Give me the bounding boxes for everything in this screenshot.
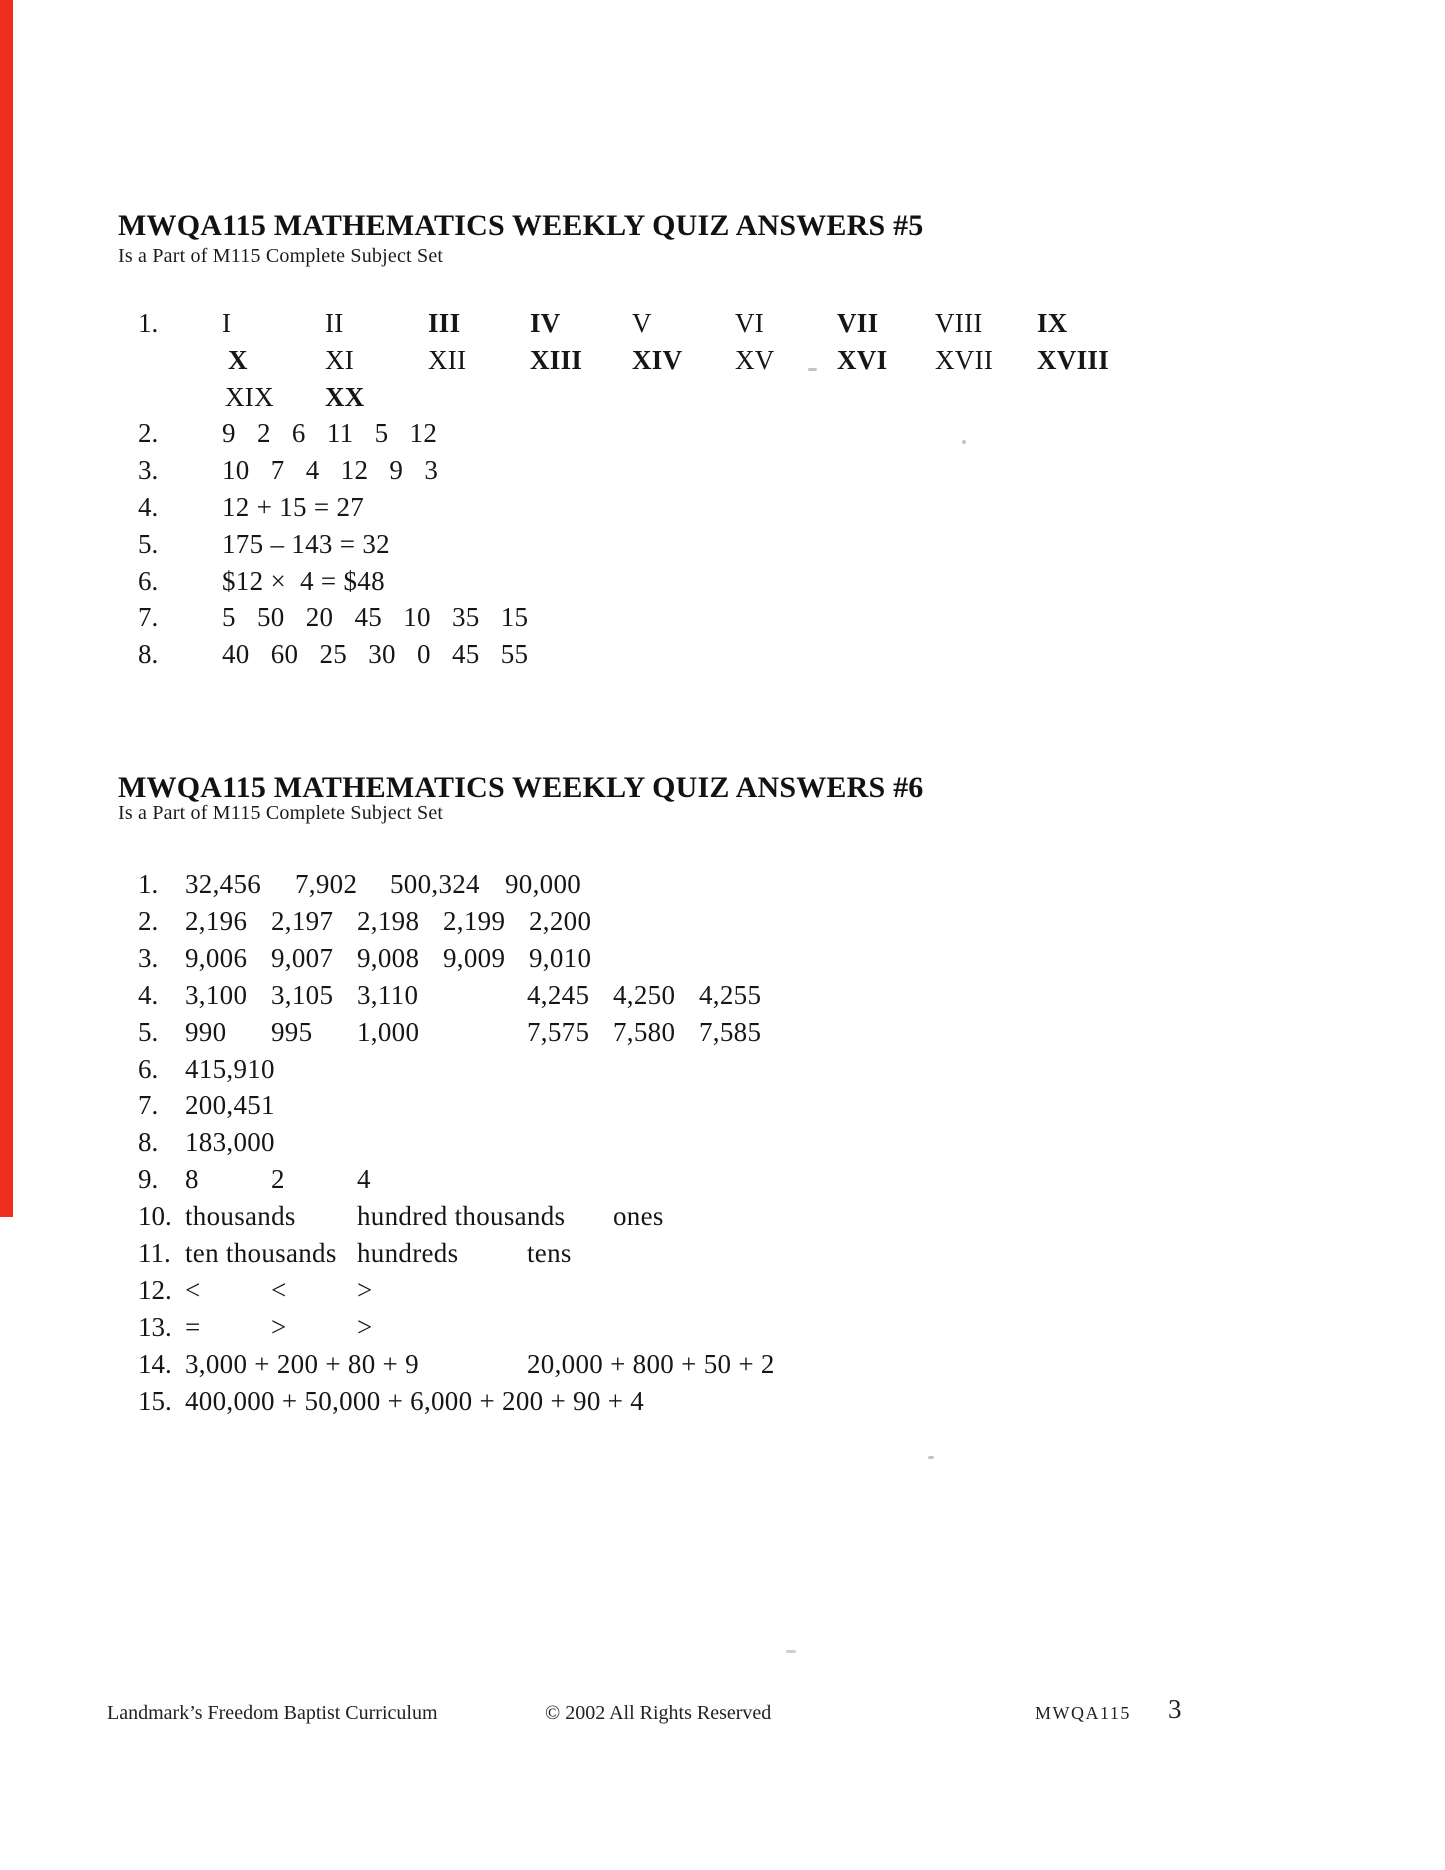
answer-cell: XVI bbox=[837, 345, 888, 375]
answer-cell: $12 × 4 = $48 bbox=[222, 566, 385, 596]
answer-row bbox=[138, 1309, 1445, 1346]
answer-cell: < bbox=[271, 1275, 287, 1305]
item-number: 2. bbox=[138, 906, 159, 936]
section5-subtitle: Is a Part of M115 Complete Subject Set bbox=[118, 245, 444, 267]
answer-cell: XIX bbox=[225, 382, 274, 412]
answer-cell: I bbox=[222, 308, 232, 338]
section5-title: MWQA115 MATHEMATICS WEEKLY QUIZ ANSWERS #5 bbox=[118, 209, 924, 242]
answer-row bbox=[138, 1124, 1445, 1161]
scan-speck bbox=[962, 440, 966, 444]
footer-publisher: Landmark’s Freedom Baptist Curriculum bbox=[107, 1702, 438, 1724]
answer-cell: 3,105 bbox=[271, 980, 334, 1010]
answer-cell: III bbox=[428, 308, 461, 338]
answer-cell: XVII bbox=[935, 345, 994, 375]
answer-row bbox=[138, 1051, 1445, 1088]
answer-cell: 9 2 6 11 5 12 bbox=[222, 418, 438, 448]
answer-row bbox=[138, 1272, 1445, 1309]
answer-cell: 9,008 bbox=[357, 943, 420, 973]
answer-row bbox=[138, 866, 1445, 903]
answer-cell: 3,100 bbox=[185, 980, 248, 1010]
answer-cell: 40 60 25 30 0 45 55 bbox=[222, 639, 529, 669]
answer-cell: = bbox=[185, 1312, 201, 1342]
answer-cell: 7,902 bbox=[295, 869, 358, 899]
answer-cell: 90,000 bbox=[505, 869, 582, 899]
answer-row bbox=[138, 977, 1445, 1014]
answer-cell: 9,009 bbox=[443, 943, 506, 973]
answer-cell: 12 + 15 = 27 bbox=[222, 492, 365, 522]
scan-speck bbox=[786, 1650, 796, 1653]
section6-answers bbox=[138, 0, 1445, 1870]
answer-cell: > bbox=[357, 1275, 373, 1305]
answer-cell: 9,007 bbox=[271, 943, 334, 973]
answer-cell: 3,000 + 200 + 80 + 9 bbox=[185, 1349, 419, 1379]
answer-cell: 32,456 bbox=[185, 869, 262, 899]
answer-cell: 2,197 bbox=[271, 906, 334, 936]
answer-cell: 3,110 bbox=[357, 980, 419, 1010]
answer-cell: 2,199 bbox=[443, 906, 506, 936]
answer-cell: 175 – 143 = 32 bbox=[222, 529, 390, 559]
answer-cell: XVIII bbox=[1037, 345, 1110, 375]
footer-page-number: 3 bbox=[1168, 1694, 1182, 1724]
answer-cell: 990 bbox=[185, 1017, 227, 1047]
item-number: 14. bbox=[138, 1349, 172, 1379]
answer-row bbox=[138, 1346, 1445, 1383]
answer-cell: 415,910 bbox=[185, 1054, 275, 1084]
answer-cell: X bbox=[228, 345, 248, 375]
answer-cell: VIII bbox=[935, 308, 983, 338]
answer-cell: 183,000 bbox=[185, 1127, 275, 1157]
answer-row bbox=[138, 1014, 1445, 1051]
answer-cell: 400,000 + 50,000 + 6,000 + 200 + 90 + 4 bbox=[185, 1386, 645, 1416]
answer-cell: thousands bbox=[185, 1201, 296, 1231]
answer-cell: hundreds bbox=[357, 1238, 459, 1268]
answer-cell: II bbox=[325, 308, 344, 338]
answer-row bbox=[138, 1383, 1445, 1420]
answer-cell: VI bbox=[735, 308, 765, 338]
answer-cell: XI bbox=[325, 345, 355, 375]
answer-row bbox=[138, 1235, 1445, 1272]
answer-row bbox=[138, 940, 1445, 977]
answer-cell: XV bbox=[735, 345, 775, 375]
scan-speck bbox=[808, 368, 817, 371]
answer-row bbox=[138, 1087, 1445, 1124]
answer-cell: 8 bbox=[185, 1164, 199, 1194]
answer-cell: 4,255 bbox=[699, 980, 762, 1010]
answer-cell: XIV bbox=[632, 345, 683, 375]
item-number: 1. bbox=[138, 869, 159, 899]
item-number: 6. bbox=[138, 1054, 159, 1084]
item-number: 7. bbox=[138, 602, 159, 632]
section6-subtitle: Is a Part of M115 Complete Subject Set bbox=[118, 802, 444, 824]
answer-cell: hundred thousands bbox=[357, 1201, 566, 1231]
answer-cell: 200,451 bbox=[185, 1090, 275, 1120]
answer-cell: > bbox=[271, 1312, 287, 1342]
answer-cell: 20,000 + 800 + 50 + 2 bbox=[527, 1349, 775, 1379]
answer-cell: tens bbox=[527, 1238, 572, 1268]
item-number: 3. bbox=[138, 455, 159, 485]
item-number: 11. bbox=[138, 1238, 171, 1268]
item-number: 8. bbox=[138, 1127, 159, 1157]
answer-cell: < bbox=[185, 1275, 201, 1305]
item-number: 6. bbox=[138, 566, 159, 596]
item-number: 5. bbox=[138, 1017, 159, 1047]
answer-cell: 7,585 bbox=[699, 1017, 762, 1047]
answer-cell: 500,324 bbox=[390, 869, 480, 899]
answer-cell: VII bbox=[837, 308, 879, 338]
scan-edge-artifact bbox=[0, 0, 13, 1217]
answer-cell: IX bbox=[1037, 308, 1068, 338]
scan-speck bbox=[928, 1456, 934, 1459]
section6-title: MWQA115 MATHEMATICS WEEKLY QUIZ ANSWERS #6 bbox=[118, 771, 924, 804]
answer-cell: 7,575 bbox=[527, 1017, 590, 1047]
item-number: 5. bbox=[138, 529, 159, 559]
answer-cell: IV bbox=[530, 308, 561, 338]
answer-cell: 2,200 bbox=[529, 906, 592, 936]
answer-cell: 4 bbox=[357, 1164, 371, 1194]
answer-cell: 4,250 bbox=[613, 980, 676, 1010]
answer-cell: > bbox=[357, 1312, 373, 1342]
answer-cell: 2,198 bbox=[357, 906, 420, 936]
answer-row bbox=[138, 1198, 1445, 1235]
item-number: 8. bbox=[138, 639, 159, 669]
answer-cell: ones bbox=[613, 1201, 664, 1231]
item-number: 3. bbox=[138, 943, 159, 973]
footer-document-code: MWQA115 bbox=[1035, 1703, 1131, 1723]
footer-copyright: © 2002 All Rights Reserved bbox=[545, 1702, 772, 1724]
answer-cell: 5 50 20 45 10 35 15 bbox=[222, 602, 529, 632]
answer-cell: 10 7 4 12 9 3 bbox=[222, 455, 439, 485]
item-number: 12. bbox=[138, 1275, 172, 1305]
answer-cell: 2 bbox=[271, 1164, 285, 1194]
answer-cell: V bbox=[632, 308, 652, 338]
answer-cell: 7,580 bbox=[613, 1017, 676, 1047]
answer-cell: 1,000 bbox=[357, 1017, 420, 1047]
answer-cell: XIII bbox=[530, 345, 583, 375]
answer-row bbox=[138, 1161, 1445, 1198]
item-number: 9. bbox=[138, 1164, 159, 1194]
answer-cell: XII bbox=[428, 345, 467, 375]
answer-cell: 9,010 bbox=[529, 943, 592, 973]
item-number: 10. bbox=[138, 1201, 172, 1231]
answer-cell: 4,245 bbox=[527, 980, 590, 1010]
answer-cell: XX bbox=[325, 382, 365, 412]
answer-cell: ten thousands bbox=[185, 1238, 337, 1268]
item-number: 15. bbox=[138, 1386, 172, 1416]
answer-cell: 2,196 bbox=[185, 906, 248, 936]
answer-cell: 9,006 bbox=[185, 943, 248, 973]
item-number: 7. bbox=[138, 1090, 159, 1120]
item-number: 4. bbox=[138, 492, 159, 522]
item-number: 4. bbox=[138, 980, 159, 1010]
answer-cell: 995 bbox=[271, 1017, 313, 1047]
item-number: 2. bbox=[138, 418, 159, 448]
item-number: 1. bbox=[138, 308, 159, 338]
item-number: 13. bbox=[138, 1312, 172, 1342]
answer-row bbox=[138, 903, 1445, 940]
